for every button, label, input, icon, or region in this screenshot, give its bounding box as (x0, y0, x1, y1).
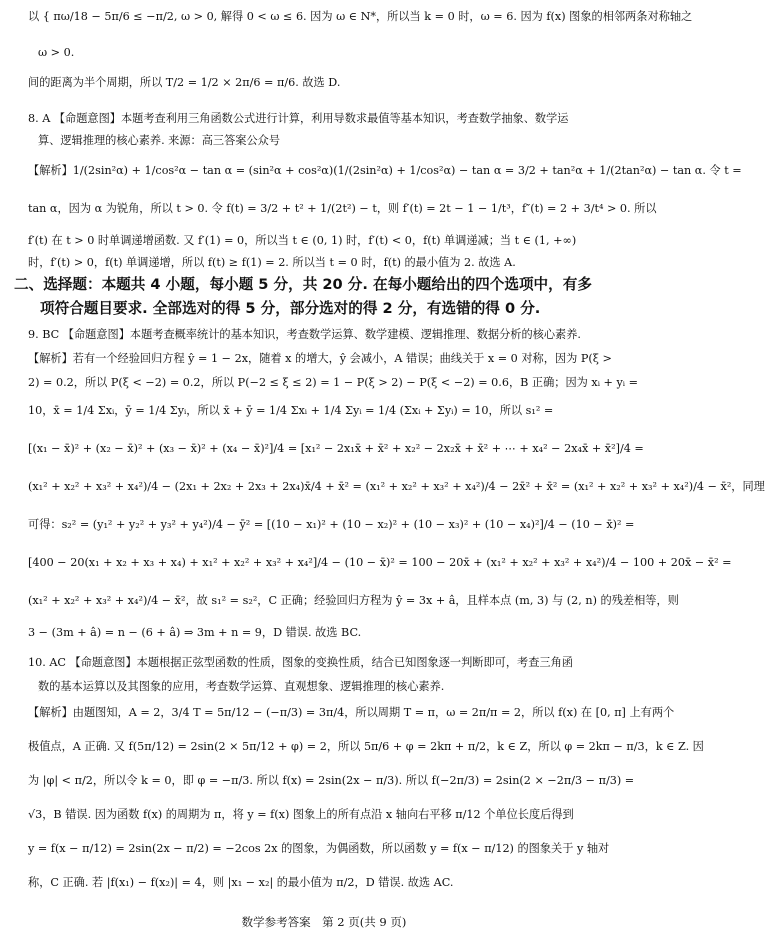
text-line: 10，x̄ = 1/4 Σxᵢ，ȳ = 1/4 Σyᵢ，所以 x̄ + ȳ = 1/4 Σxᵢ + 1/4 Σyᵢ = 1/4 (Σxᵢ + Σyᵢ) = 10，所以 s₁² = (28, 404, 554, 417)
problem-9-intent: 9. BC 【命题意图】本题考查概率统计的基本知识，考查数学运算、数学建模、逻辑推理、数据分析的核心素养. (28, 328, 581, 341)
text-line: [(x₁ − x̄)² + (x₂ − x̄)² + (x₃ − x̄)² + (x₄ − x̄)²]/4 = [x₁² − 2x₁x̄ + x̄² + x₂² − 2x₂x̄ + x̄² + ⋯ + x₄² − 2x₄x̄ + x̄²]/4 = (28, 442, 644, 455)
section-heading-cont: 项符合题目要求. 全部选对的得 5 分，部分选对的得 2 分，有选错的得 0 分. (40, 300, 541, 317)
text-line: 时，f′(t) > 0，f(t) 单调递增，所以 f(t) ≥ f(1) = 2. 所以当 t = 0 时，f(t) 的最小值为 2. 故选 A. (28, 256, 516, 269)
text-line: 3 − (3m + â) = n − (6 + â) ⇒ 3m + n = 9，D 错误. 故选 BC. (28, 626, 362, 639)
text-line: 2) = 0.2，所以 P(ξ < −2) = 0.2，所以 P(−2 ≤ ξ ≤ 2) = 1 − P(ξ > 2) − P(ξ < −2) = 0.6，B 正确；因为 xᵢ + yᵢ = (28, 376, 638, 389)
text-line: [400 − 20(x₁ + x₂ + x₃ + x₄) + x₁² + x₂² + x₃² + x₄²]/4 − (10 − x̄)² = 100 − 20x̄ + (x₁² + x₂² + x₃² + x₄²)/4 − 100 + 20x̄ − x̄² = (28, 556, 732, 569)
text-line: 算、逻辑推理的核心素养. 来源：高三答案公众号 (38, 134, 281, 147)
section-heading: 二、选择题：本题共 4 小题，每小题 5 分，共 20 分. 在每小题给出的四个选项中，有多 (14, 276, 592, 293)
text-line: √3，B 错误. 因为函数 f(x) 的周期为 π，将 y = f(x) 图象上的所有点沿 x 轴向右平移 π/12 个单位长度后得到 (28, 808, 574, 821)
text-line: (x₁² + x₂² + x₃² + x₄²)/4 − x̄²，故 s₁² = s₂²，C 正确；经验回归方程为 ŷ = 3x + â，且样本点 (m, 3) 与 (2, n) 的残差相等，则 (28, 594, 679, 607)
text-line: y = f(x − π/12) = 2sin(2x − π/2) = −2cos 2x 的图象，为偶函数，所以函数 y = f(x − π/12) 的图象关于 y 轴对 (28, 842, 610, 855)
problem-9-analysis: 【解析】若有一个经验回归方程 ŷ = 1 − 2x，随着 x 的增大，ŷ 会减小，A 错误；曲线关于 x = 0 对称，因为 P(ξ > (28, 352, 612, 365)
text-line: (x₁² + x₂² + x₃² + x₄²)/4 − (2x₁ + 2x₂ + 2x₃ + 2x₄)x̄/4 + x̄² = (x₁² + x₂² + x₃² + x₄²)/4 − 2x̄² + x̄² = (x₁² + x₂² + x₃² + x₄²)/4 − x̄²，同理 (28, 480, 765, 493)
text-line: 称，C 正确. 若 |f(x₁) − f(x₂)| = 4，则 |x₁ − x₂| 的最小值为 π/2，D 错误. 故选 AC. (28, 876, 454, 889)
text-line: 以 { πω/18 − 5π/6 ≤ −π/2, ω > 0, 解得 0 < ω ≤ 6. 因为 ω ∈ N*，所以当 k = 0 时，ω = 6. 因为 f(x) 图象的相邻两条对称轴之 (28, 10, 693, 23)
problem-8-intent: 8. A 【命题意图】本题考查利用三角函数公式进行计算，利用导数求最值等基本知识，考查数学抽象、数学运 (28, 112, 569, 125)
text-line: 可得：s₂² = (y₁² + y₂² + y₃² + y₄²)/4 − ȳ² = [(10 − x₁)² + (10 − x₂)² + (10 − x₃)² + (10 − x₄)²]/4 − (10 − x̄)² = (28, 518, 635, 531)
page-footer: 数学参考答案 第 2 页(共 9 页) (241, 915, 407, 929)
text-line: ω > 0. (38, 46, 75, 59)
problem-10-analysis: 【解析】由题图知，A = 2，3/4 T = 5π/12 − (−π/3) = 3π/4，所以周期 T = π，ω = 2π/π = 2，所以 f(x) 在 [0, π] 上有两个 (28, 706, 675, 719)
text-line: 极值点，A 正确. 又 f(5π/12) = 2sin(2 × 5π/12 + φ) = 2，所以 5π/6 + φ = 2kπ + π/2，k ∈ Z，所以 φ = 2kπ − π/3，k ∈ Z. 因 (28, 740, 704, 753)
text-line: 间的距离为半个周期，所以 T/2 = 1/2 × 2π/6 = π/6. 故选 D. (28, 76, 341, 89)
problem-10-intent: 10. AC 【命题意图】本题根据正弦型函数的性质，图象的变换性质，结合已知图象逐一判断即可，考查三角函 (28, 656, 573, 669)
text-line: tan α，因为 α 为锐角，所以 t > 0. 令 f(t) = 3/2 + t² + 1/(2t²) − t，则 f′(t) = 2t − 1 − 1/t³，f″(t) = 2 + 3/t⁴ > 0. 所以 (28, 202, 657, 215)
text-line: f′(t) 在 t > 0 时单调递增函数. 又 f′(1) = 0，所以当 t ∈ (0, 1) 时，f′(t) < 0，f(t) 单调递减；当 t ∈ (1, +∞) (28, 234, 577, 247)
problem-8-analysis: 【解析】1/(2sin²α) + 1/cos²α − tan α = (sin²α + cos²α)(1/(2sin²α) + 1/cos²α) − tan α = 3/2 + tan²α + 1/(2tan²α) − tan α. 令 t = (28, 164, 742, 177)
text-line: 为 |φ| < π/2，所以令 k = 0，即 φ = −π/3. 所以 f(x) = 2sin(2x − π/3). 所以 f(−2π/3) = 2sin(2 × −2π/3 − π/3) = (28, 774, 635, 787)
text-line: 数的基本运算以及其图象的应用，考查数学运算、直观想象、逻辑推理的核心素养. (38, 680, 445, 693)
